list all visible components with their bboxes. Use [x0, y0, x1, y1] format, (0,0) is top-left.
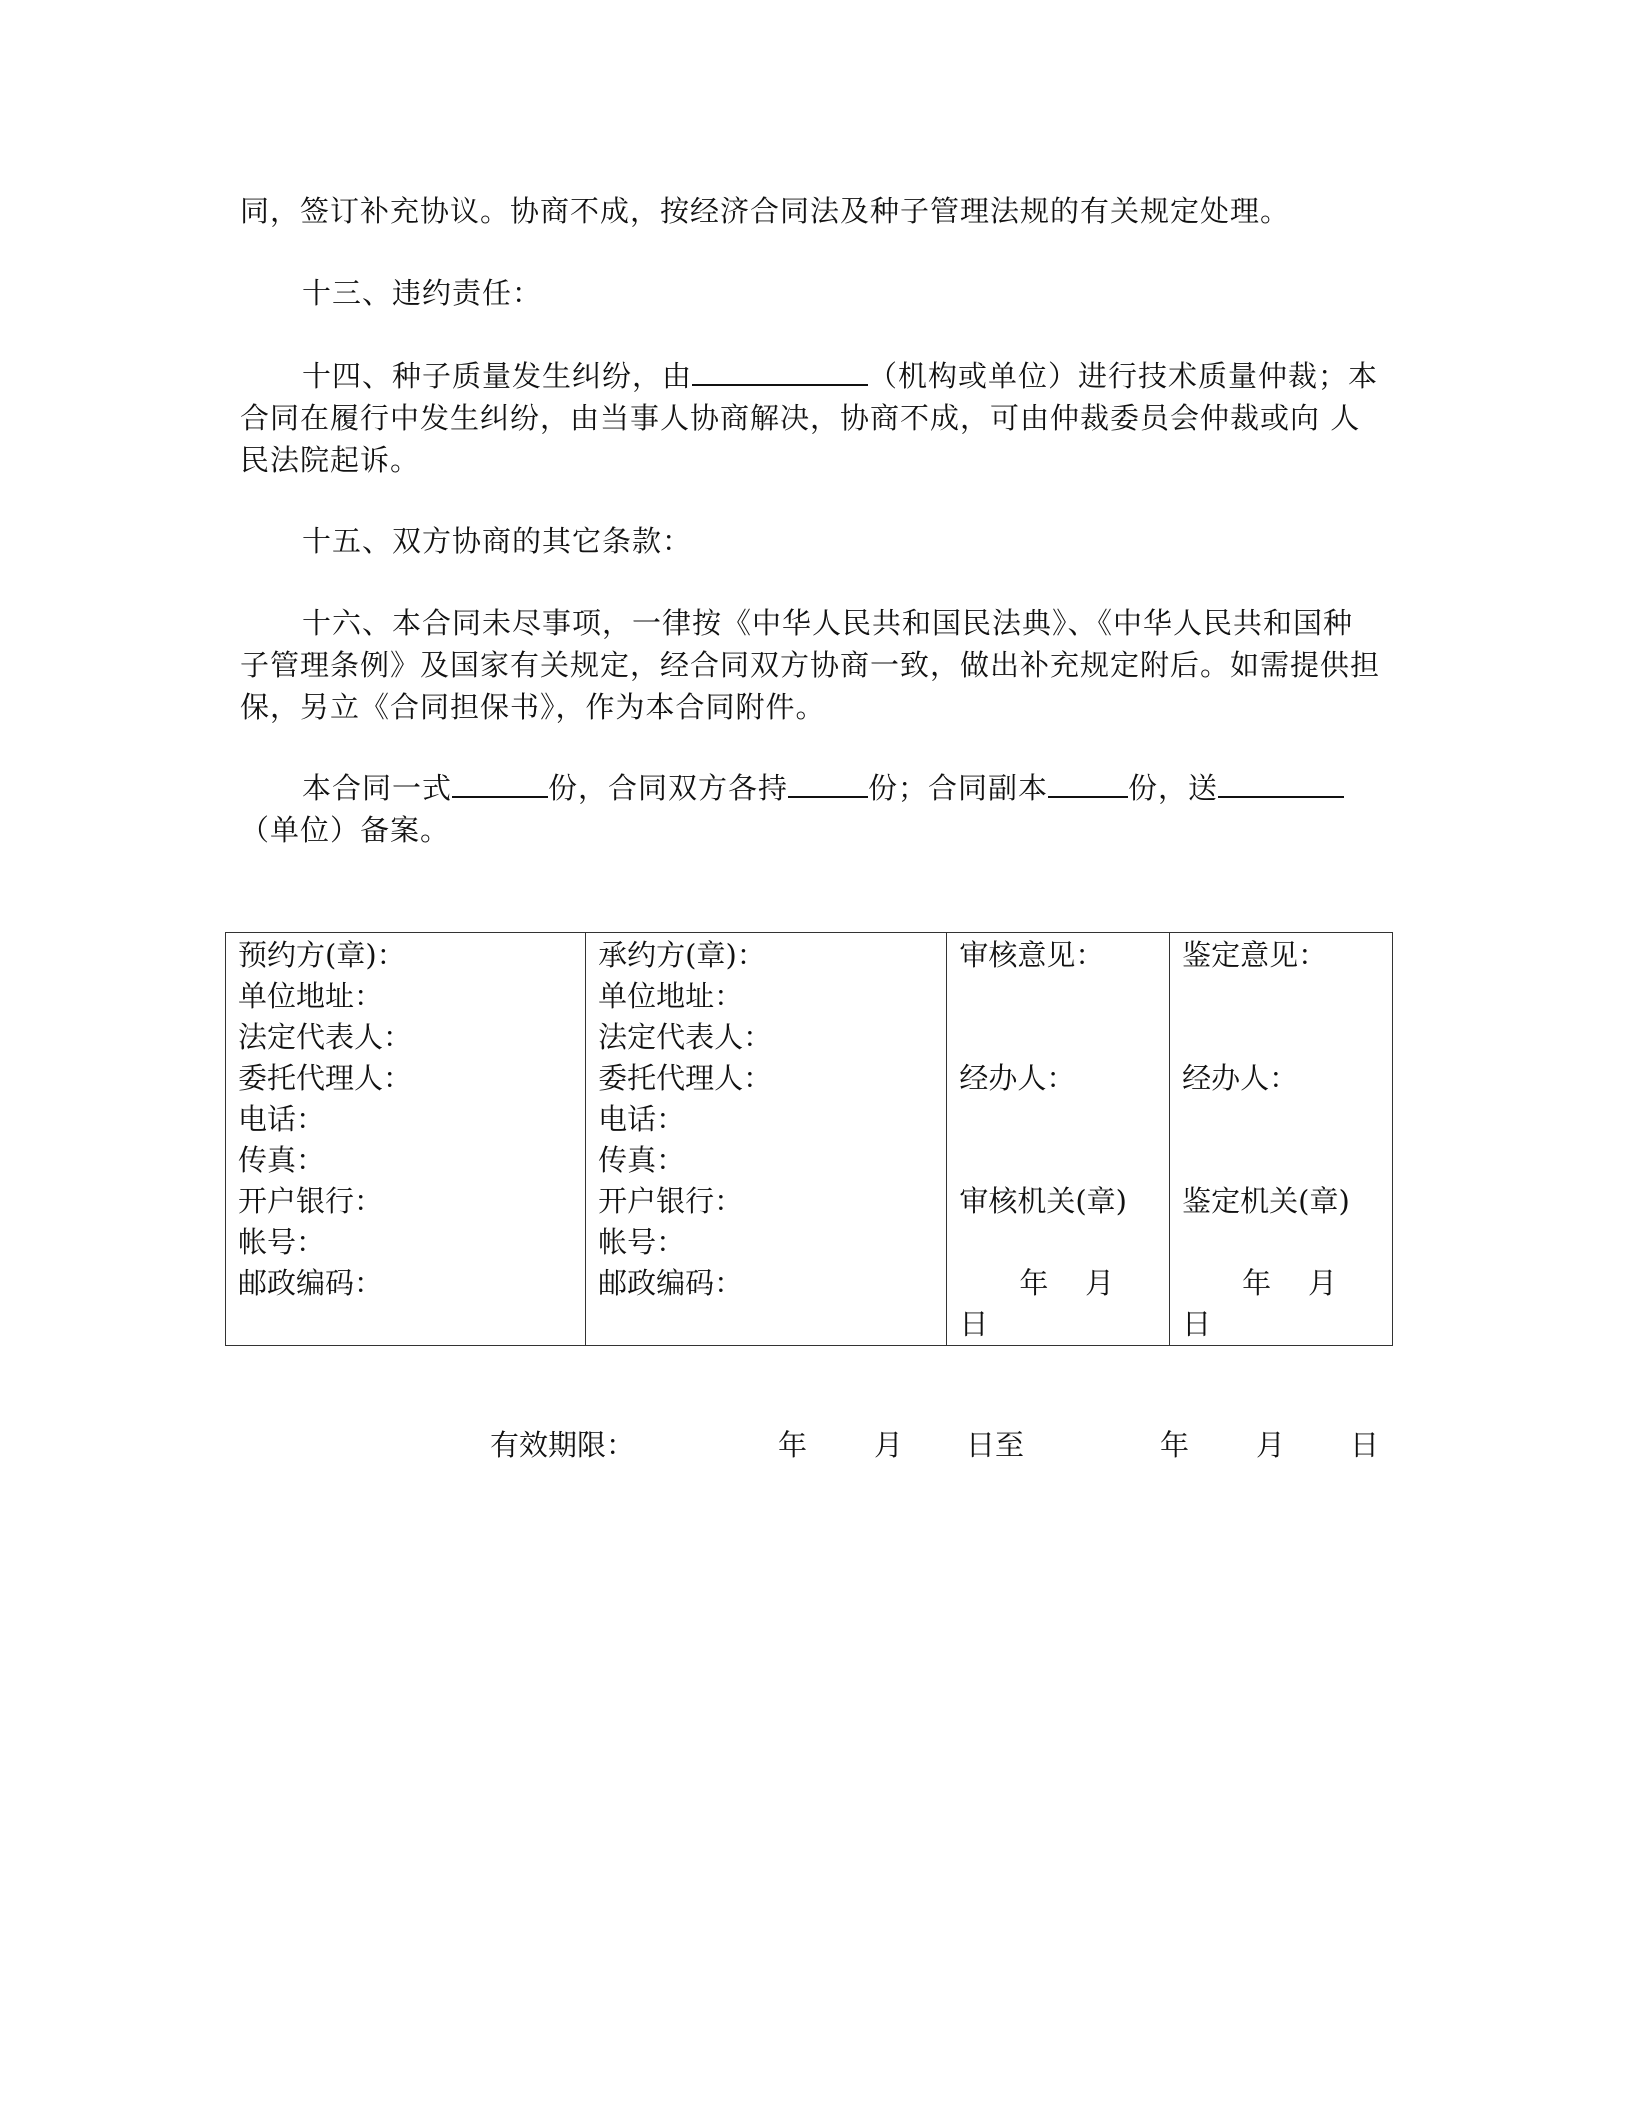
- signature-table: [225, 932, 1393, 1346]
- validity-start-year: 年: [778, 1428, 808, 1462]
- blank-arbitration-org[interactable]: [692, 354, 868, 386]
- party-a-field: 预约方(章)：: [238, 938, 406, 972]
- review-org: 审核机关(章): [959, 1184, 1127, 1218]
- appraisal-title: 鉴定意见：: [1182, 938, 1328, 972]
- party-a-field: 委托代理人：: [238, 1061, 413, 1095]
- party-b-field: 承约方(章)：: [598, 938, 766, 972]
- party-b-field: 开户银行：: [598, 1184, 744, 1218]
- party-b-field: 帐号：: [598, 1225, 686, 1259]
- party-b-field: 委托代理人：: [598, 1061, 773, 1095]
- copies-text-a: 本合同一式: [302, 771, 453, 805]
- party-a-cell: [226, 933, 586, 1346]
- party-b-field: 法定代表人：: [598, 1020, 773, 1054]
- party-b-field: 单位地址：: [598, 979, 744, 1013]
- appraisal-date-line: 年 月: [1242, 1266, 1338, 1300]
- copies-text-b: 份，合同双方各持: [548, 771, 789, 805]
- clause-14-text-start: 十四、种子质量发生纠纷，由: [302, 359, 693, 393]
- party-b-field: 电话：: [598, 1102, 686, 1136]
- party-b-field: 邮政编码：: [598, 1266, 744, 1300]
- party-a-field: 电话：: [238, 1102, 326, 1136]
- party-a-field: 传真：: [238, 1143, 326, 1177]
- review-title: 审核意见：: [959, 938, 1105, 972]
- party-a-field: 帐号：: [238, 1225, 326, 1259]
- party-a-field: 单位地址：: [238, 979, 384, 1013]
- review-date-line: 年 月: [1019, 1266, 1115, 1300]
- validity-end-month: 月: [1256, 1428, 1286, 1462]
- validity-label: 有效期限：: [490, 1428, 636, 1462]
- review-cell: [947, 933, 1170, 1346]
- clause-13-heading: 十三、违约责任：: [302, 276, 543, 310]
- party-a-field: 法定代表人：: [238, 1020, 413, 1054]
- validity-start-month: 月: [874, 1428, 904, 1462]
- paragraph-continuation: 同，签订补充协议。协商不成，按经济合同法及种子管理法规的有关规定处理。: [240, 194, 1291, 228]
- party-a-field: 开户银行：: [238, 1184, 384, 1218]
- review-day: 日: [959, 1307, 989, 1341]
- copies-text-c: 份；合同副本: [868, 771, 1049, 805]
- blank-duplicate-copies[interactable]: [1048, 766, 1128, 798]
- appraisal-day: 日: [1182, 1307, 1212, 1341]
- appraisal-cell: [1170, 933, 1393, 1346]
- party-a-field: 邮政编码：: [238, 1266, 384, 1300]
- party-b-field: 传真：: [598, 1143, 686, 1177]
- copies-paragraph: [240, 766, 1380, 851]
- validity-end-day: 日: [1350, 1428, 1380, 1462]
- appraisal-handler: 经办人：: [1182, 1061, 1299, 1095]
- clause-16: 十六、本合同未尽事项，一律按《中华人民共和国民法典》、《中华人民共和国种子管理条例》及国家有关规定，经合同双方协商一致，做出补充规定附后。如需提供担保，另立《合同担保书》，作为本合同附件。: [240, 606, 1381, 724]
- validity-start-day-to: 日至: [966, 1428, 1025, 1462]
- copies-text-e: （单位）备案。: [240, 813, 451, 847]
- blank-filing-unit[interactable]: [1218, 766, 1344, 798]
- clause-14: [240, 354, 1380, 481]
- validity-period: [490, 1424, 1390, 1802]
- blank-each-party-copies[interactable]: [788, 766, 868, 798]
- blank-total-copies[interactable]: [452, 766, 548, 798]
- clause-14-text-end: （机构或单位）进行技术质量仲裁；本合同在履行中发生纠纷，由当事人协商解决，协商不成，可由仲裁委员会仲裁或向 人民法院起诉。: [240, 359, 1379, 477]
- copies-text-d: 份，送: [1128, 771, 1219, 805]
- party-b-cell: [586, 933, 947, 1346]
- review-handler: 经办人：: [959, 1061, 1076, 1095]
- appraisal-org: 鉴定机关(章): [1182, 1184, 1350, 1218]
- validity-end-year: 年: [1160, 1428, 1190, 1462]
- clause-15-heading: 十五、双方协商的其它条款：: [302, 524, 693, 558]
